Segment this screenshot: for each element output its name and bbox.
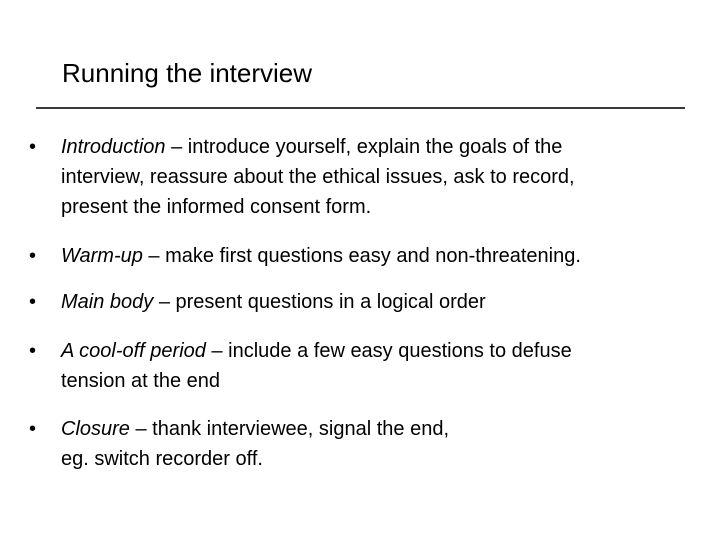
bullet-term: Introduction [61,136,166,158]
bullet-line: – present questions in a logical order [153,291,486,313]
bullet-term: Main body [61,291,154,313]
bullet-marker: • [29,245,37,267]
bullet-text [61,336,701,396]
bullet-term: Warm-up [61,245,143,267]
bullet-text [61,414,701,474]
bullet-line: – include a few easy questions to defuse [205,340,572,362]
bullet-line: tension at the end [61,370,221,392]
bullet-marker: • [29,340,37,362]
bullet-text [61,132,701,222]
slide-title: Running the interview [62,58,313,88]
bullet-line: eg. switch recorder off. [61,448,263,470]
title-divider [36,107,685,109]
bullet-term: Closure [61,418,130,440]
bullet-line: interview, reassure about the ethical issues, ask to record, [61,166,575,188]
bullet-line: present the informed consent form. [61,196,372,218]
bullet-text [61,241,701,271]
bullet-line: – make first questions easy and non-threatening. [142,245,581,267]
bullet-marker: • [29,291,37,313]
bullet-term: A cool-off period [61,340,206,362]
bullet-line: – introduce yourself, explain the goals of the [165,136,563,158]
bullet-marker: • [29,418,37,440]
bullet-line: – thank interviewee, signal the end, [129,418,450,440]
bullet-text [61,287,701,317]
bullet-marker: • [29,136,37,158]
